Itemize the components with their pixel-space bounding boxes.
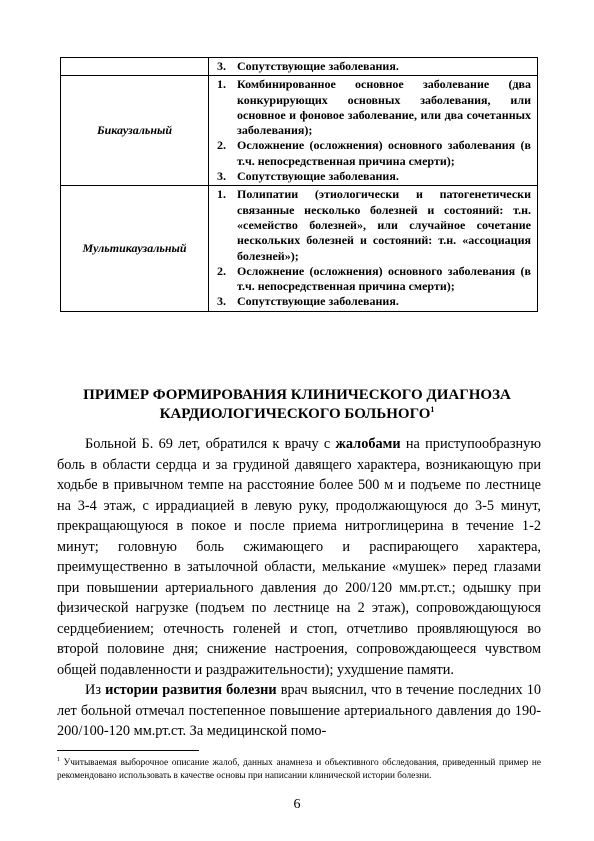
footnote-divider xyxy=(57,750,199,751)
table-row xyxy=(61,58,538,76)
table-row-items-cell xyxy=(209,76,538,186)
list-item-number: 2. xyxy=(217,263,226,278)
footnote-reference: 1 xyxy=(430,405,435,414)
list-item-number: 2. xyxy=(217,138,226,153)
list-item-number: 3. xyxy=(217,169,226,184)
list-item-text: Сопутствующие заболевания. xyxy=(237,169,399,184)
paragraph-bold-term: жалобами xyxy=(335,436,401,452)
list-item xyxy=(217,294,531,309)
table-row-type-cell: Мультикаузальный xyxy=(61,186,209,311)
list-item-number: 3. xyxy=(217,59,226,73)
section-heading-line-1: ПРИМЕР ФОРМИРОВАНИЯ КЛИНИЧЕСКОГО ДИАГНОЗА xyxy=(83,387,511,403)
paragraph-complaints xyxy=(57,434,541,680)
list-item xyxy=(217,77,531,138)
list-item xyxy=(217,264,531,295)
list-item-text: Осложнение (осложнения) основного заболевания (в т.ч. непосредственная причина смерти); xyxy=(237,263,531,294)
paragraph-history xyxy=(57,680,541,742)
causality-table xyxy=(60,57,538,312)
table-row xyxy=(61,186,538,311)
paragraph-text: врач выяснил, что в течение последних 10 лет больной отмечал постепенное повышение артериального давления до 190-200/100-120 мм.рт.ст. За медицинской помо- xyxy=(57,682,542,739)
list-item-text: Сопутствующие заболевания. xyxy=(237,294,399,309)
list-item-text: Комбинированное основное заболевание (два конкурирующих основных заболевания, или основное и фоновое заболевание, или два сочетанных заболевания); xyxy=(237,77,531,138)
list-item xyxy=(217,138,531,169)
footnote-text: Учитываемая выборочное описание жалоб, данных анамнеза и объективного обследования, приведенный пример не рекомендовано использовать в качестве основы при написании клинической истории болезни. xyxy=(57,758,541,781)
footnote-mark: 1 xyxy=(57,756,60,763)
list-item-text: Полипатии (этиологически и патогенетически связанные несколько болезней и состояний: т.н. «семейство болезней», или случайное сочетание нескольких болезней и состояний: т.н. «ассоциация болезней»); xyxy=(237,187,531,263)
list-item-number: 1. xyxy=(217,187,226,202)
paragraph-text: Больной Б. 69 лет, обратился к врачу с xyxy=(85,436,336,452)
table-row-type-cell: Бикаузальный xyxy=(61,76,209,186)
table-row-items-cell xyxy=(209,186,538,311)
table-row-type-cell xyxy=(61,58,209,76)
paragraph-text: Из xyxy=(85,682,106,698)
list-item xyxy=(217,187,531,263)
page-number: 6 xyxy=(293,797,301,812)
section-heading-line-2 xyxy=(40,405,554,424)
list-item-number: 3. xyxy=(217,294,226,309)
body-text xyxy=(57,434,541,742)
table-row xyxy=(61,76,538,186)
section-heading xyxy=(40,386,554,424)
list-item xyxy=(217,59,531,74)
table-row-items-cell xyxy=(209,58,538,76)
list-item-number: 1. xyxy=(217,77,226,92)
paragraph-bold-term: истории развития болезни xyxy=(105,682,277,698)
section-heading-line-2-text: КАРДИОЛОГИЧЕСКОГО БОЛЬНОГО xyxy=(159,406,431,422)
list-item-text: Осложнение (осложнения) основного заболевания (в т.ч. непосредственная причина смерти); xyxy=(237,138,531,168)
footnote xyxy=(57,757,541,782)
paragraph-text: на приступообразную боль в области сердца и за грудиной давящего характера, возникающую при ходьбе в привычном темпе на расстояние более 500 м и подъеме по лестнице на 3-4 этаж, с иррадиацией в левую руку, продолжающуюся до 3-5 минут, прекращающуюся в покое и после приема нитроглицерина в течение 1-2 минут; головную боль сжимающего и распирающего характера, преимущественно в затылочной области, мелькание «мушек» перед глазами при повышении артериального давления до 200/120 мм.рт.ст.; одышку при физической нагрузке (подъем по лестнице на 2 этаж), сопровождающуюся сердцебиением; отечность голеней и стоп, отчетливо проявляющуюся во второй половине дня; снижение настроения, сопровождающееся чувством общей подавленности и раздражительности); ухудшение памяти. xyxy=(57,436,542,678)
list-item xyxy=(217,169,531,184)
list-item-text: Сопутствующие заболевания. xyxy=(237,59,399,73)
